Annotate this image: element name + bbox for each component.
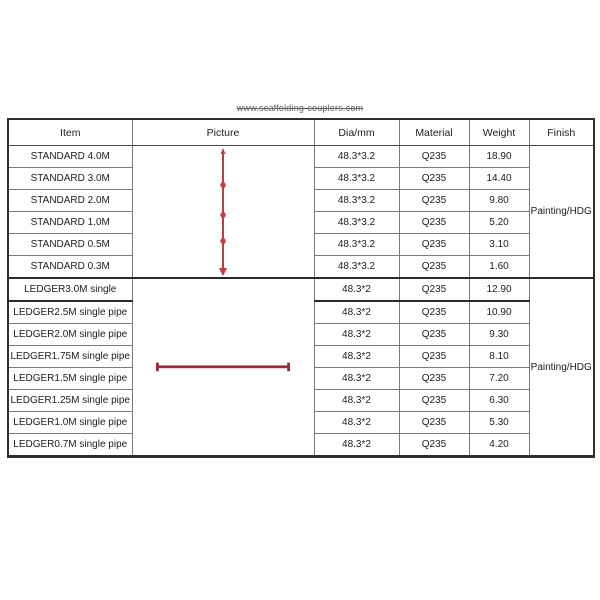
- material-cell: Q235: [399, 234, 469, 256]
- weight-cell: 3.10: [469, 234, 529, 256]
- dia-cell: 48.3*2: [314, 412, 399, 434]
- dia-cell: 48.3*3.2: [314, 146, 399, 168]
- item-cell: LEDGER1.5M single pipe: [8, 368, 132, 390]
- column-header-weight: Weight: [469, 119, 529, 146]
- weight-cell: 10.90: [469, 301, 529, 324]
- dia-cell: 48.3*2: [314, 324, 399, 346]
- finish-cell: Painting/HDG: [529, 146, 594, 279]
- weight-cell: 8.10: [469, 346, 529, 368]
- material-cell: Q235: [399, 390, 469, 412]
- weight-cell: 6.30: [469, 390, 529, 412]
- material-cell: Q235: [399, 368, 469, 390]
- dia-cell: 48.3*2: [314, 346, 399, 368]
- product-spec-table: [7, 118, 595, 458]
- item-cell: STANDARD 2.0M: [8, 190, 132, 212]
- weight-cell: 1.60: [469, 256, 529, 279]
- dia-cell: 48.3*2: [314, 390, 399, 412]
- material-cell: Q235: [399, 346, 469, 368]
- dia-cell: 48.3*2: [314, 368, 399, 390]
- weight-cell: 18.90: [469, 146, 529, 168]
- weight-cell: 9.80: [469, 190, 529, 212]
- weight-cell: 5.20: [469, 212, 529, 234]
- weight-cell: 7.20: [469, 368, 529, 390]
- dia-cell: 48.3*2: [314, 434, 399, 457]
- item-cell: STANDARD 0.3M: [8, 256, 132, 279]
- item-cell: STANDARD 4.0M: [8, 146, 132, 168]
- item-cell: LEDGER2.5M single pipe: [8, 301, 132, 324]
- item-cell: STANDARD 0.5M: [8, 234, 132, 256]
- item-cell: LEDGER1.75M single pipe: [8, 346, 132, 368]
- item-cell: STANDARD 1.0M: [8, 212, 132, 234]
- table-header-row: [8, 119, 594, 146]
- vertical-standard-pipe-icon: [201, 148, 245, 276]
- column-header-item: Item: [8, 119, 132, 146]
- material-cell: Q235: [399, 256, 469, 279]
- picture-cell: [132, 146, 314, 279]
- picture-cell: [132, 278, 314, 457]
- material-cell: Q235: [399, 301, 469, 324]
- table-row: [8, 146, 594, 168]
- item-cell: LEDGER3.0M single: [8, 278, 132, 301]
- column-header-finish: Finish: [529, 119, 594, 146]
- item-cell: LEDGER1.0M single pipe: [8, 412, 132, 434]
- item-cell: LEDGER0.7M single pipe: [8, 434, 132, 457]
- weight-cell: 5.30: [469, 412, 529, 434]
- column-header-picture: Picture: [132, 119, 314, 146]
- website-url: www.scaffolding-couplers.com: [236, 103, 364, 113]
- weight-cell: 14.40: [469, 168, 529, 190]
- weight-cell: 9.30: [469, 324, 529, 346]
- column-header-dia: Dia/mm: [314, 119, 399, 146]
- dia-cell: 48.3*3.2: [314, 234, 399, 256]
- weight-cell: 12.90: [469, 278, 529, 301]
- material-cell: Q235: [399, 190, 469, 212]
- dia-cell: 48.3*3.2: [314, 190, 399, 212]
- material-cell: Q235: [399, 146, 469, 168]
- material-cell: Q235: [399, 168, 469, 190]
- material-cell: Q235: [399, 412, 469, 434]
- column-header-material: Material: [399, 119, 469, 146]
- material-cell: Q235: [399, 324, 469, 346]
- dia-cell: 48.3*3.2: [314, 256, 399, 279]
- finish-cell: Painting/HDG: [529, 278, 594, 457]
- material-cell: Q235: [399, 278, 469, 301]
- item-cell: LEDGER2.0M single pipe: [8, 324, 132, 346]
- item-cell: LEDGER1.25M single pipe: [8, 390, 132, 412]
- dia-cell: 48.3*2: [314, 301, 399, 324]
- dia-cell: 48.3*3.2: [314, 168, 399, 190]
- material-cell: Q235: [399, 434, 469, 457]
- dia-cell: 48.3*2: [314, 278, 399, 301]
- table-row: [8, 278, 594, 301]
- weight-cell: 4.20: [469, 434, 529, 457]
- item-cell: STANDARD 3.0M: [8, 168, 132, 190]
- horizontal-ledger-pipe-icon: [153, 360, 293, 374]
- dia-cell: 48.3*3.2: [314, 212, 399, 234]
- material-cell: Q235: [399, 212, 469, 234]
